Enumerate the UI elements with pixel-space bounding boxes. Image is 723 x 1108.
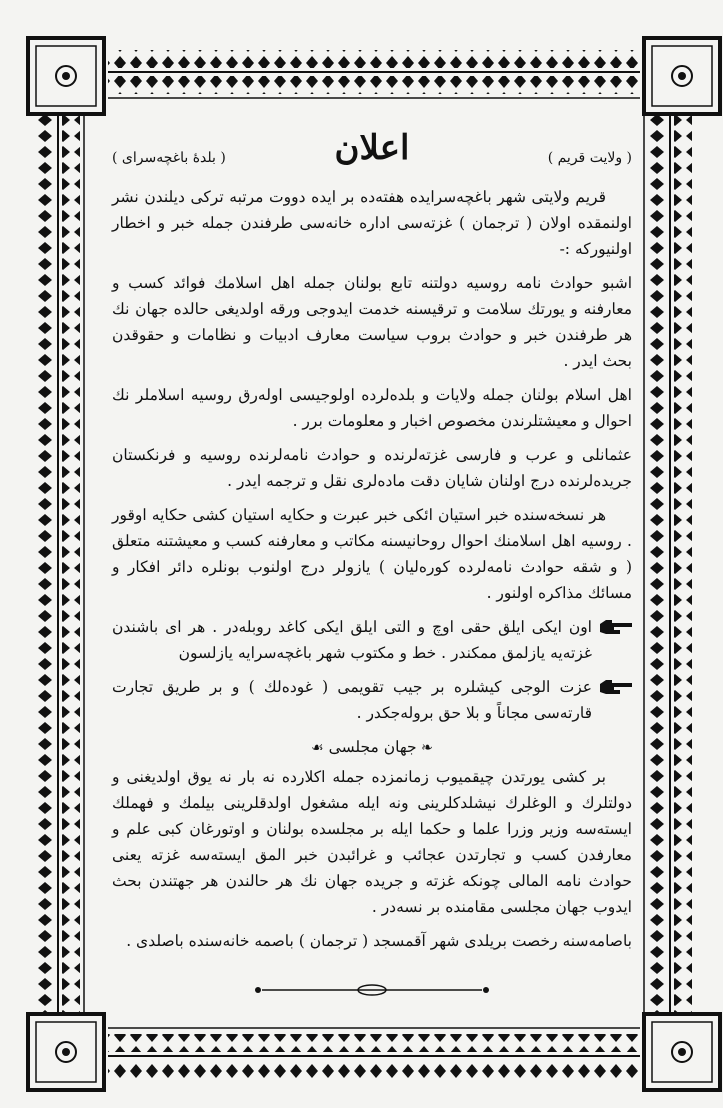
pointing-hand-icon [598, 678, 632, 696]
notice-subscription-text: اون ايكى ايلق حقى اوچ و التى ايلق ايكى كاغد روبله‌در . هر اى باشندن غزته‌يه يازلمق ممكندر . خط و مكتوب شهر باغچه‌سرايه يازلسون [112, 618, 592, 662]
paragraph-purpose: اشبو حوادث نامه روسيه دولتنه تابع بولنان جمله اهل اسلامك فوائد كسب و معارفنه و يورتك سلامت و ترقيسنه خدمت ايدوجى ورقه اولديغى حالده جهان نك هر طرفندن خبر و حوادث بروب سياست معارف ادبيات و نظامات و حقوقدن بحث ايدر . [112, 274, 632, 370]
section-heading [112, 738, 632, 756]
town-label: ( بلدهٔ باغچه‌سراى ) [112, 150, 226, 166]
ornamental-divider [252, 982, 492, 998]
pointing-hand-icon [598, 618, 632, 636]
paragraph-translations: عثمانلى و عرب و فارسى غزته‌لرنده و حوادث نامه‌لرنده روسيه و فرنكستان جريده‌لرنده درج اولنان شايان دقت ماده‌لرى نقل و ترجمه ايدر . [112, 446, 632, 490]
page-title: اعلان [334, 128, 410, 168]
province-label: ( ولايت قريم ) [547, 150, 632, 166]
section-title: جهان مجلسى [328, 738, 417, 756]
announcement-content [112, 128, 632, 1008]
ornament-icon: ☙ [311, 740, 324, 756]
notice-gift-text: عزت الوجى كيشلره بر جيب تقويمى ( غوده‌لك ) و بر طريق تجارت قارته‌سى مجاناً و بلا حق بروله‌جكدر . [112, 678, 592, 722]
paragraph-contents: هر نسخه‌سنده خبر استيان ائكى خبر عبرت و حكايه استيان كشى حكايه اوقور . روسيه اهل اسلامنك احوال روحانيسنه مكاتب و معارفنه كسب و معيشتنه متعلق ( و شقه حوادث نامه‌لرده كوره‌ليان ) يازولر درج اولنوب بونلره دائر افكار و مسائك مذاكره اولنور . [112, 506, 632, 602]
header [112, 128, 632, 184]
notice-subscription [112, 614, 632, 674]
paragraph-intro: قريم ولايتى شهر باغچه‌سرايده هفته‌ده بر ايده دووت مرتبه تركى ديلندن نشر اولنمقده اولان ( ترجمان ) غزته‌سى اداره خانه‌سى طرفندن جمله خبر و اخطار اولنيوركه :- [112, 188, 632, 258]
printing-note: باصامه‌سنه رخصت بريلدى شهر آقمسجد ( ترجمان ) باصمه خانه‌سنده باصلدى . [126, 932, 632, 950]
section-body: بر كشى يورتدن چيقميوب زمانمزده جمله اكلارده نه بار نه يوق اولديغنى و دولتلرك و الوغلرك نيشلدكلرينى ونه ايله مشغول اولدقلرينى بيلمك و فهملك ايسته‌سه وزير وزرا علما و حكما ايله بر مجلسده بولنان و اوتورغان كبى علم و معارفدن كسب و تجارتدن عجائب و غرائبدن خبر المق ايسته‌سه غزته يعنى حوادث نامه المالى چونكه غزته و جريده جهان نك هر حالندن هر جهتندن بحث ايدوب جهان مجلسى مقامنده بر نسه‌در . [112, 768, 632, 916]
notice-gift [112, 674, 632, 734]
ornament-icon: ❧ [416, 740, 433, 756]
paragraph-news: اهل اسلام بولنان جمله ولايات و بلده‌لرده اولوجيسى اوله‌رق روسيه اسلاملر نك احوال و معيشتلرندن مخصوص اخبار و معلومات برر . [112, 386, 632, 430]
